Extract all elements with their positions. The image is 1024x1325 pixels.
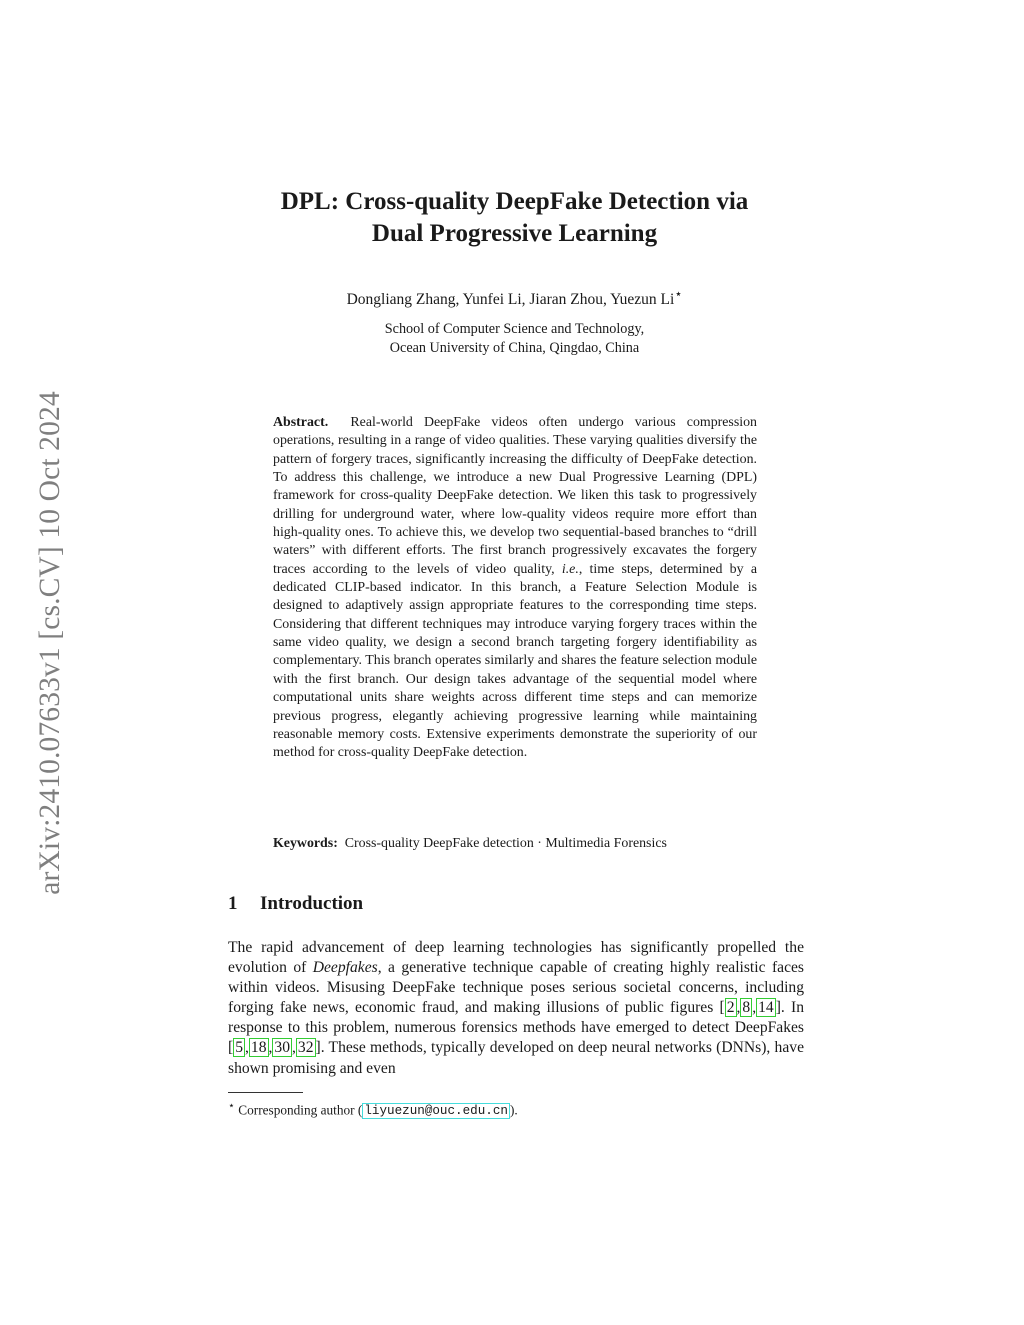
intro-paragraph: The rapid advancement of deep learning technologies has significantly propelled the evolution of Deepfakes, a generative technique capable of creating highly realistic faces within videos. Misusing DeepFake technique poses serious societal concerns, including forging fake news, economic fraud, and making illusions of public figures [ 2 , 8 , 14 ]. In response to this problem, numerous forensics methods have emerged to detect DeepFakes [ 5 , 18 , 30 , 32 ]. These methods, typically developed on deep neural networks (DNNs), have shown promising and even [228,939,804,1077]
citation-link[interactable]: 30 [274,1039,290,1057]
section-number: 1 [228,893,238,914]
citation-link[interactable]: 5 [235,1039,243,1057]
intro-text-2: , a generative technique capable of creating highly realistic faces within videos. Misusing DeepFake technique poses serious societal concerns, including forging fake news, economic fraud, and making illusions of public figures [ [228,959,804,1017]
paper-title [228,186,801,250]
footnote-mark: ⋆ [228,1100,235,1112]
keywords-label: Keywords: [273,836,338,851]
footnote-rule [228,1092,303,1093]
affiliation-line-2: Ocean University of China, Qingdao, China [389,340,640,356]
intro-text-4: ]. These methods, typically developed on deep neural networks (DNNs), have shown promising and even [228,1039,804,1077]
intro-text-3: ]. In response to this problem, numerous forensics methods have emerged to detect DeepFakes [ [228,999,804,1057]
email-link[interactable]: liyuezun@ouc.edu.cn [364,1104,508,1119]
abstract-text-part-2: , time steps, determined by a dedicated CLIP-based indicator. In this branch, a Feature Selection Module is designed to adaptively assign appropriate features to the corresponding time steps. Considering that different techniques may introduce varying forgery traces within the same video quality, we design a second branch targeting forgery identifiability as complementary. This branch operates similarly and shares the feature selection module with the first branch. Our design takes advantage of the sequential model where computational units share weights across different time steps and can memorize previous progress, elegantly achieving progressive learning while maintaining reasonable memory costs. Extensive experiments demonstrate the superiority of our method for cross-quality DeepFake detection. [273,561,757,761]
arxiv-identifier-stamp [33,352,67,934]
citation-link[interactable]: 8 [742,999,751,1017]
intro-deepfakes: Deepfakes [312,959,378,977]
affiliation [228,320,801,358]
footnote [228,1097,804,1120]
citation-link[interactable]: 18 [250,1039,267,1057]
corresponding-author-mark: ⋆ [674,286,683,301]
citation-link[interactable]: 32 [297,1039,314,1057]
arxiv-identifier-text: arXiv:2410.07633v1 [cs.CV] 10 Oct 2024 [34,391,66,895]
section-heading [228,892,363,916]
abstract [273,414,757,763]
abstract-label: Abstract. [273,415,329,430]
abstract-text-part-1: Real-world DeepFake videos often undergo various compression operations, resulting in a range of video qualities. These varying qualities diversify the pattern of forgery traces, significantly increasing the difficulty of DeepFake detection. To address this challenge, we introduce a new Dual Progressive Learning (DPL) framework for cross-quality DeepFake detection. We liken this task to progressively drilling for underground water, where low-quality videos require more effort than high-quality ones. To achieve this, we develop two sequential-based branches to “drill waters” with different efforts. The first branch progressively excavates the forgery traces according to the levels of video quality, [273,415,757,577]
authors-text: Dongliang Zhang, Yunfei Li, Jiaran Zhou, Yuezun Li [346,291,675,309]
title-line-1: DPL: Cross-quality DeepFake Detection via [280,188,749,215]
citation-link[interactable]: 2 [726,999,735,1017]
abstract-ie: i.e. [561,561,579,577]
section-title: Introduction [260,893,364,914]
affiliation-line-1: School of Computer Science and Technology, [384,321,645,337]
author-list [228,284,801,310]
citation-link[interactable]: 14 [758,999,774,1017]
footnote-text: Corresponding author ( [238,1102,363,1118]
footnote-close: ). [509,1102,518,1118]
intro-text-1: The rapid advancement of deep learning technologies has significantly propelled the evolution of [228,939,804,977]
keywords [273,835,757,853]
title-line-2: Dual Progressive Learning [371,220,658,247]
keywords-text: Cross-quality DeepFake detection · Multimedia Forensics [344,836,667,851]
